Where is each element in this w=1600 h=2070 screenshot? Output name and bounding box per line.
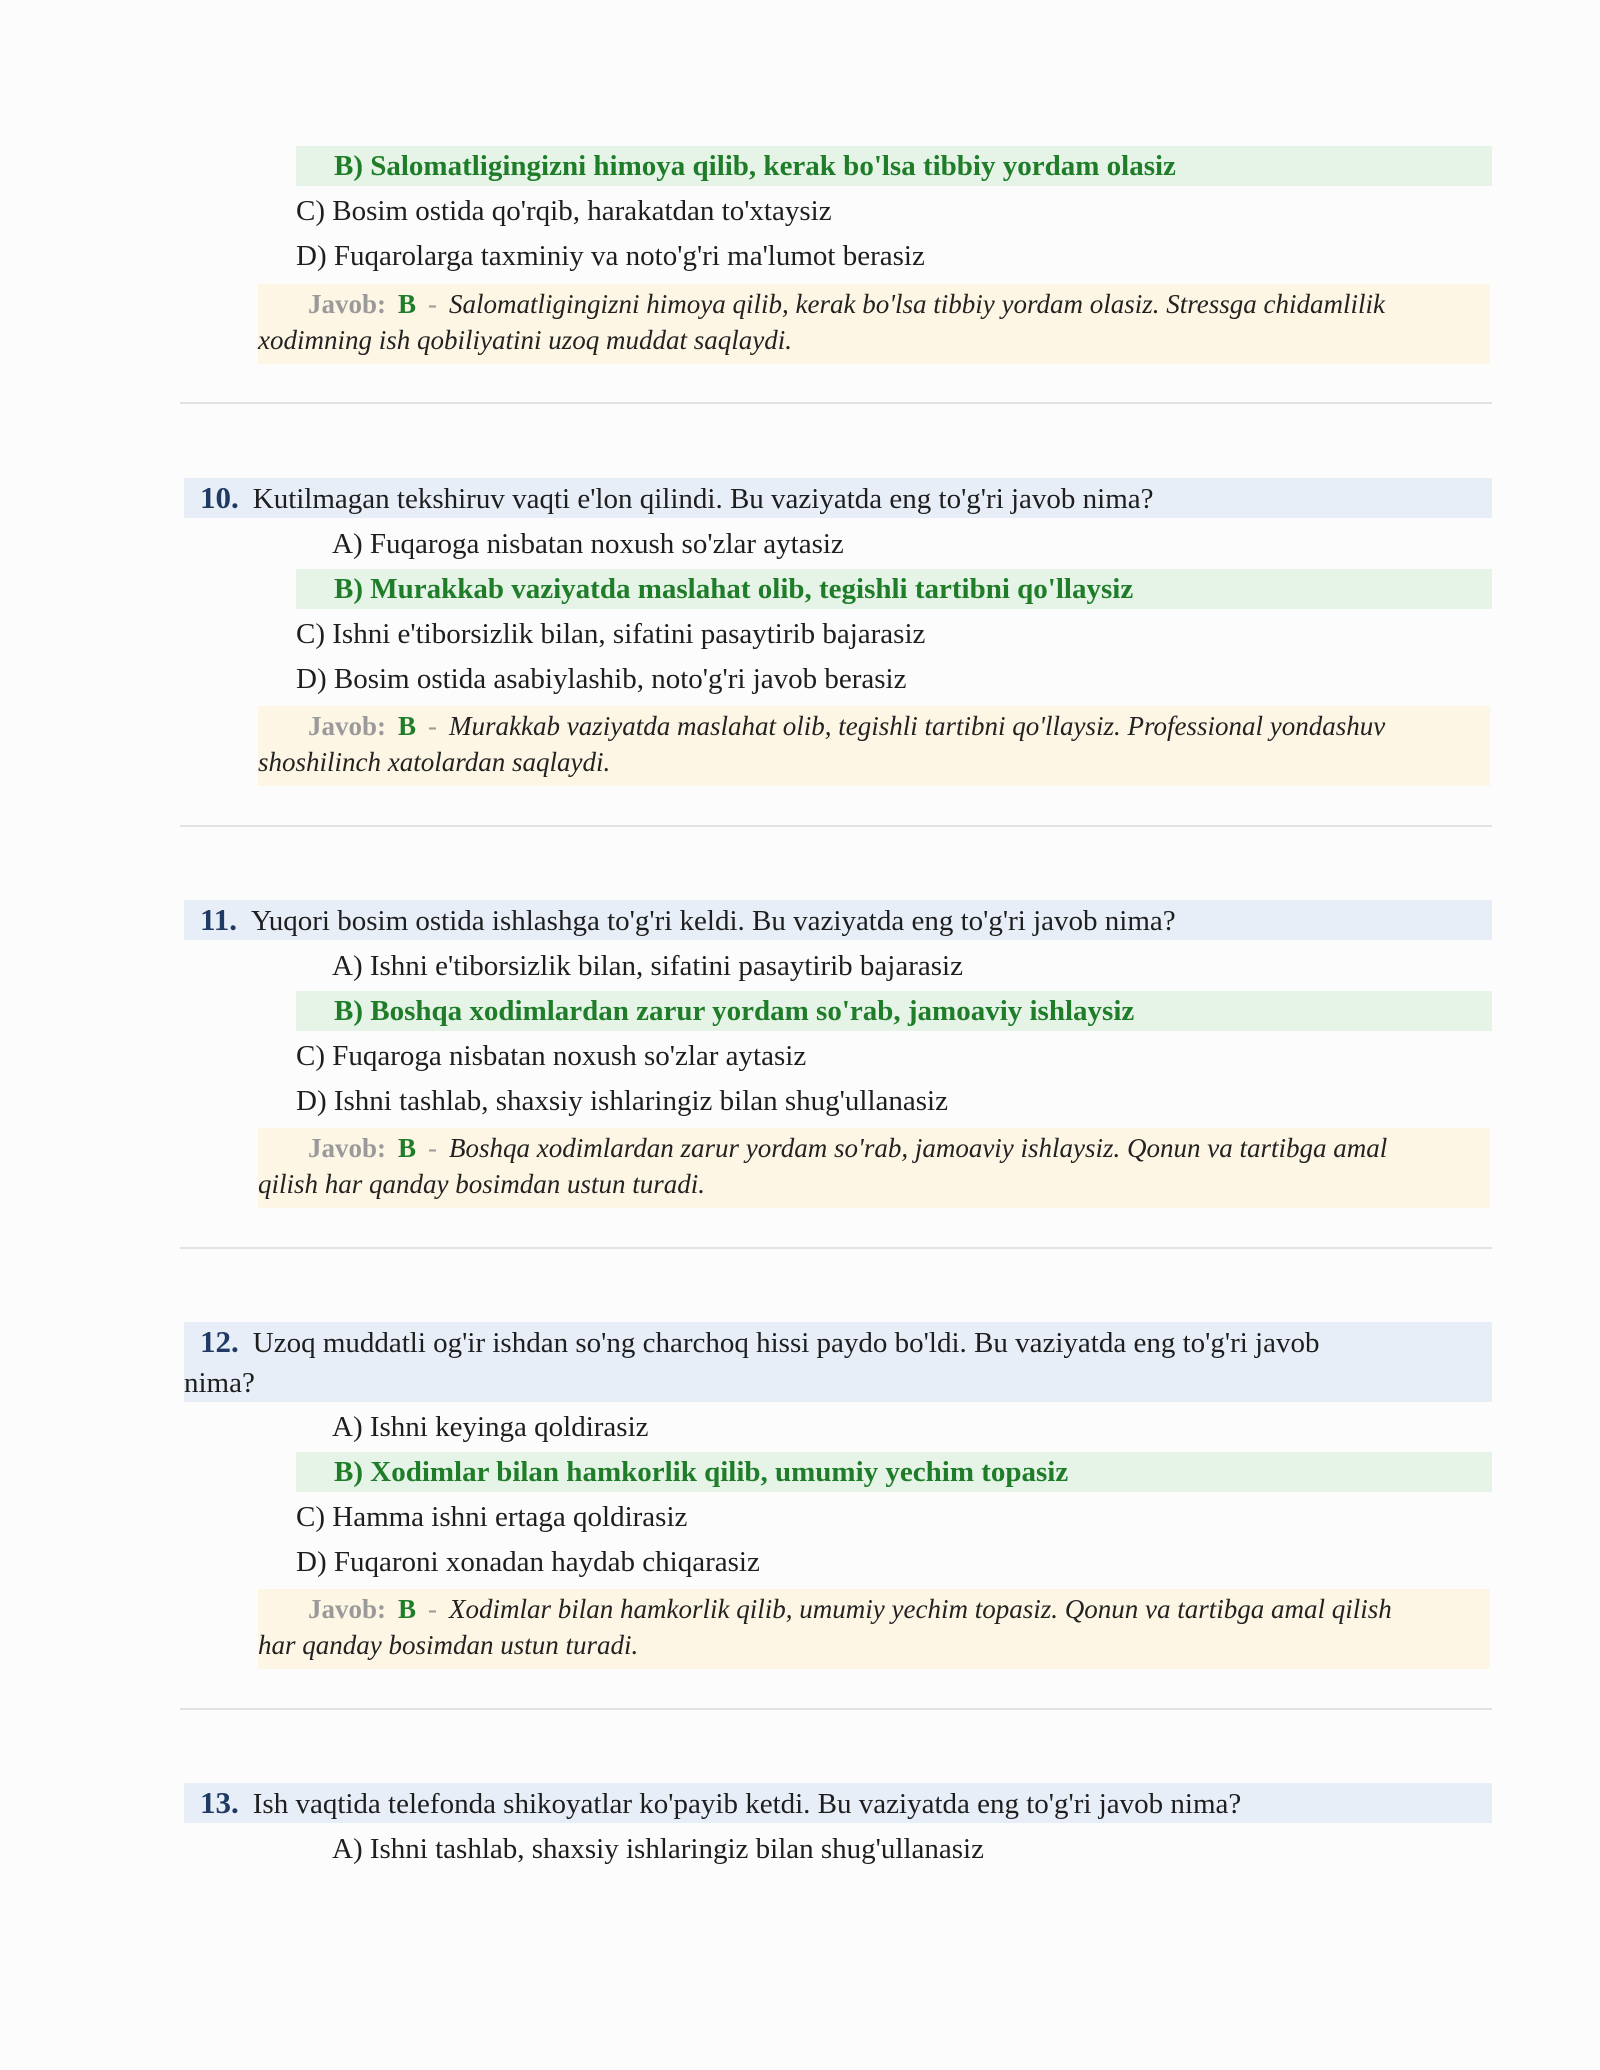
- answer-label: Javob:: [308, 1133, 387, 1163]
- question-text-cont: nima?: [184, 1367, 255, 1399]
- answer-box: [258, 1589, 1490, 1669]
- question-number: 10.: [200, 480, 239, 515]
- answer-label: Javob:: [308, 1594, 387, 1624]
- answer-dash: -: [428, 1133, 438, 1163]
- option-c: C) Ishni e'tiborsizlik bilan, sifatini pasaytirib bajarasiz: [296, 618, 926, 650]
- option-a: A) Ishni keyinga qoldirasiz: [332, 1411, 649, 1443]
- question-text: Yuqori bosim ostida ishlashga to'g'ri keldi. Bu vaziyatda eng to'g'ri javob nima?: [251, 905, 1176, 937]
- answer-box: [258, 1128, 1490, 1208]
- question-13-header: [184, 1783, 1492, 1823]
- answer-letter: B: [398, 1594, 417, 1624]
- answer-explanation: Boshqa xodimlardan zarur yordam so'rab, jamoaviy ishlaysiz. Qonun va tartibga amal: [449, 1133, 1388, 1163]
- answer-dash: -: [428, 711, 438, 741]
- option-a: A) Ishni e'tiborsizlik bilan, sifatini pasaytirib bajarasiz: [332, 950, 963, 982]
- option-b-correct: B) Salomatligingizni himoya qilib, kerak bo'lsa tibbiy yordam olasiz: [296, 146, 1492, 186]
- divider: [180, 825, 1492, 827]
- option-d: D) Ishni tashlab, shaxsiy ishlaringiz bilan shug'ullanasiz: [296, 1085, 948, 1117]
- option-d: D) Fuqaroni xonadan haydab chiqarasiz: [296, 1546, 760, 1578]
- answer-explanation-cont: xodimning ish qobiliyatini uzoq muddat saqlaydi.: [258, 325, 792, 355]
- answer-explanation: Salomatligingizni himoya qilib, kerak bo'lsa tibbiy yordam olasiz. Stressga chidamlilik: [449, 289, 1386, 319]
- answer-box: [258, 284, 1490, 364]
- divider: [180, 1247, 1492, 1249]
- question-number: 11.: [200, 902, 238, 937]
- question-text: Ish vaqtida telefonda shikoyatlar ko'payib ketdi. Bu vaziyatda eng to'g'ri javob nima?: [252, 1788, 1242, 1820]
- option-c: C) Fuqaroga nisbatan noxush so'zlar aytasiz: [296, 1040, 807, 1072]
- answer-dash: -: [428, 1594, 438, 1624]
- option-d: D) Fuqarolarga taxminiy va noto'g'ri ma'lumot berasiz: [296, 240, 925, 272]
- option-d: D) Bosim ostida asabiylashib, noto'g'ri javob berasiz: [296, 663, 907, 695]
- answer-box: [258, 706, 1490, 786]
- question-text: Uzoq muddatli og'ir ishdan so'ng charchoq hissi paydo bo'ldi. Bu vaziyatda eng to'g'ri javob: [252, 1327, 1320, 1359]
- answer-dash: -: [428, 289, 438, 319]
- question-number: 12.: [200, 1324, 239, 1359]
- answer-explanation-cont: qilish har qanday bosimdan ustun turadi.: [258, 1169, 706, 1199]
- answer-explanation-cont: shoshilinch xatolardan saqlaydi.: [258, 747, 611, 777]
- option-b-correct: B) Murakkab vaziyatda maslahat olib, tegishli tartibni qo'llaysiz: [296, 569, 1492, 609]
- answer-explanation-cont: har qanday bosimdan ustun turadi.: [258, 1630, 639, 1660]
- option-a: A) Ishni tashlab, shaxsiy ishlaringiz bilan shug'ullanasiz: [332, 1833, 984, 1865]
- answer-explanation: Murakkab vaziyatda maslahat olib, tegishli tartibni qo'llaysiz. Professional yondashuv: [449, 711, 1386, 741]
- option-b-correct: B) Xodimlar bilan hamkorlik qilib, umumiy yechim topasiz: [296, 1452, 1492, 1492]
- divider: [180, 1708, 1492, 1710]
- option-c: C) Bosim ostida qo'rqib, harakatdan to'xtaysiz: [296, 195, 832, 227]
- question-10-header: [184, 478, 1492, 518]
- answer-letter: B: [398, 1133, 417, 1163]
- question-12-header: [184, 1322, 1492, 1402]
- question-text: Kutilmagan tekshiruv vaqti e'lon qilindi. Bu vaziyatda eng to'g'ri javob nima?: [252, 483, 1154, 515]
- question-number: 13.: [200, 1785, 239, 1820]
- answer-letter: B: [398, 289, 417, 319]
- answer-label: Javob:: [308, 711, 387, 741]
- divider: [180, 402, 1492, 404]
- answer-letter: B: [398, 711, 417, 741]
- option-b-correct: B) Boshqa xodimlardan zarur yordam so'rab, jamoaviy ishlaysiz: [296, 991, 1492, 1031]
- option-a: A) Fuqaroga nisbatan noxush so'zlar aytasiz: [332, 528, 844, 560]
- option-c: C) Hamma ishni ertaga qoldirasiz: [296, 1501, 688, 1533]
- question-11-header: [184, 900, 1492, 940]
- answer-explanation: Xodimlar bilan hamkorlik qilib, umumiy yechim topasiz. Qonun va tartibga amal qilish: [449, 1594, 1392, 1624]
- answer-label: Javob:: [308, 289, 387, 319]
